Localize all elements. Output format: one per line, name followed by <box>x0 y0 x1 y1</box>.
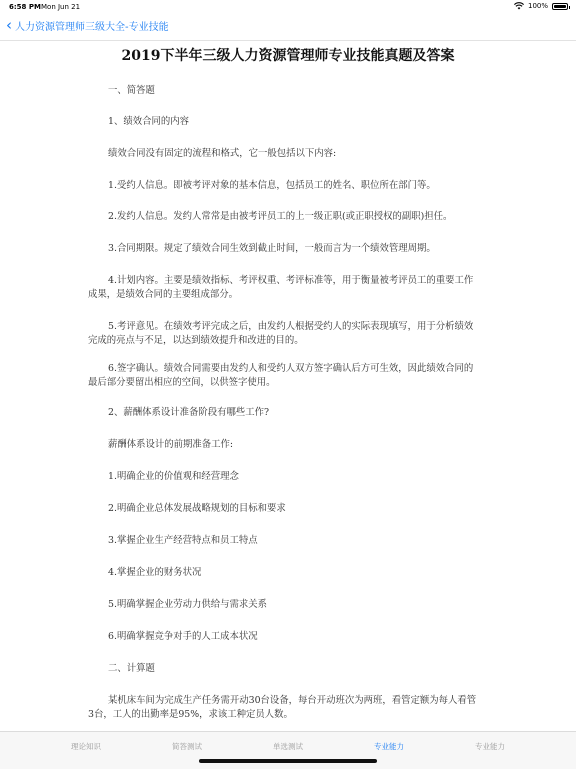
article-paragraph: 2、薪酬体系设计准备阶段有哪些工作? <box>108 407 269 418</box>
battery-fill <box>554 5 566 8</box>
article-paragraph: 5.考评意见。在绩效考评完成之后，由发约人根据受约人的实际表现填写，用于分析绩效 <box>108 321 474 332</box>
article-paragraph: 最后部分要留出相应的空间，以供签字使用。 <box>88 377 276 388</box>
tab-single-choice[interactable]: 单选测试 <box>273 742 303 751</box>
tab-professional-ability-2[interactable]: 专业能力 <box>475 742 505 751</box>
article-paragraph: 绩效合同没有固定的流程和格式，它一般包括以下内容: <box>108 148 337 159</box>
article-paragraph: 3台，工人的出勤率是95%，求该工种定员人数。 <box>88 709 293 720</box>
article-paragraph: 某机床车间为完成生产任务需开动30台设备，每台开动班次为两班，看管定额为每人看管 <box>108 695 477 706</box>
battery-icon <box>552 3 568 10</box>
tab-bar <box>0 731 576 769</box>
article-paragraph: 成果，是绩效合同的主要组成部分。 <box>88 289 239 300</box>
article-paragraph: 1、绩效合同的内容 <box>108 116 189 127</box>
status-time: 6:58 PM <box>9 3 41 11</box>
article-paragraph: 2.发约人信息。发约人常常是由被考评员工的上一级正职(或正职授权的副职)担任。 <box>108 211 453 222</box>
article-content[interactable] <box>0 41 576 731</box>
article-paragraph: 3.掌握企业生产经营特点和员工特点 <box>108 535 258 546</box>
home-indicator[interactable] <box>199 759 377 763</box>
tab-theory[interactable]: 理论知识 <box>71 742 101 751</box>
article-paragraph: 薪酬体系设计的前期准备工作: <box>108 439 234 450</box>
status-date: Mon Jun 21 <box>41 3 81 11</box>
article-paragraph: 一、简答题 <box>108 85 155 96</box>
article-paragraph: 1.受约人信息。即被考评对象的基本信息，包括员工的姓名、职位所在部门等。 <box>108 180 436 191</box>
wifi-icon <box>514 2 524 10</box>
tab-short-answer[interactable]: 简答测试 <box>172 742 202 751</box>
article-paragraph: 2.明确企业总体发展战略规划的目标和要求 <box>108 503 286 514</box>
chevron-left-icon: ‹ <box>6 16 12 34</box>
article-paragraph: 5.明确掌握企业劳动力供给与需求关系 <box>108 599 267 610</box>
article-paragraph: 6.明确掌握竞争对手的人工成本状况 <box>108 631 258 642</box>
article-paragraph: 1.明确企业的价值观和经营理念 <box>108 471 239 482</box>
article-paragraph: 4.掌握企业的财务状况 <box>108 567 202 578</box>
navigation-bar <box>0 14 576 41</box>
article-paragraph: 4.计划内容。主要是绩效指标、考评权重、考评标准等，用于衡量被考评员工的重要工作 <box>108 275 474 286</box>
status-right <box>514 2 568 10</box>
status-bar <box>0 0 576 14</box>
article-paragraph: 3.合同期限。规定了绩效合同生效到截止时间，一般而言为一个绩效管理周期。 <box>108 243 436 254</box>
back-button-label: 人力资源管理师三级大全-专业技能 <box>15 22 169 33</box>
battery-percent: 100% <box>527 2 548 10</box>
article-paragraph: 完成的亮点与不足，以达到绩效提升和改进的目的。 <box>88 335 304 346</box>
article-paragraph: 6.签字确认。绩效合同需要由发约人和受约人双方签字确认后方可生效，因此绩效合同的 <box>108 363 474 374</box>
article-title: 2019下半年三级人力资源管理师专业技能真题及答案 <box>121 48 455 64</box>
tab-professional-ability[interactable]: 专业能力 <box>374 742 404 751</box>
back-button[interactable] <box>6 18 169 33</box>
article-paragraph: 二、计算题 <box>108 663 155 674</box>
